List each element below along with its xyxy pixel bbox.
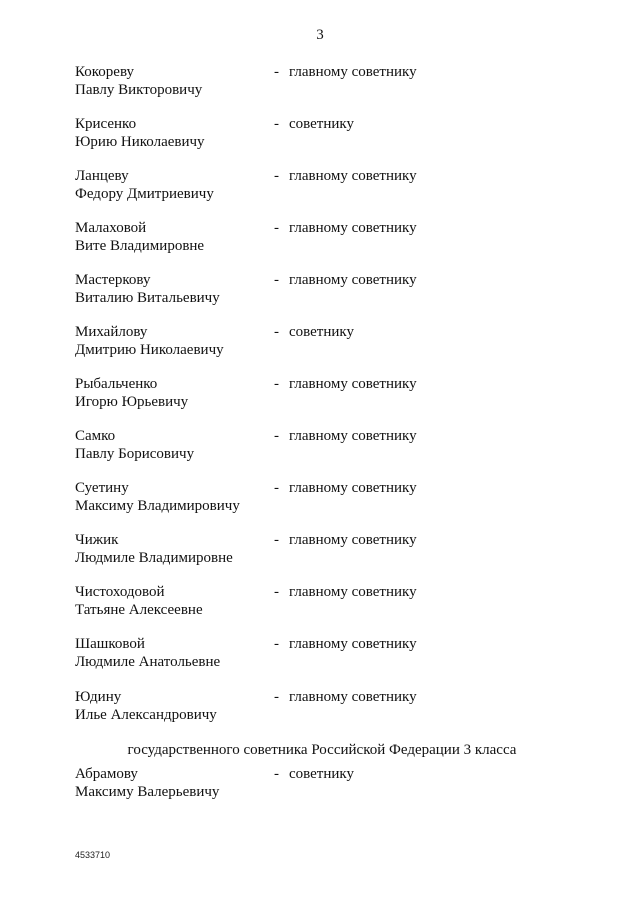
list-item: [75, 427, 455, 467]
list-item: [75, 115, 455, 155]
rank: главному советнику: [289, 64, 417, 80]
rank: главному советнику: [289, 532, 417, 548]
surname: Чистоходовой: [75, 584, 165, 600]
list-item: [75, 765, 455, 805]
surname: Малаховой: [75, 220, 147, 236]
given-names: Татьяне Алексеевне: [75, 602, 203, 618]
list-item: [75, 167, 455, 207]
dash: -: [274, 220, 279, 236]
rank: главному советнику: [289, 636, 417, 652]
dash: -: [274, 324, 279, 340]
section-heading: государственного советника Российской Федерации 3 класса: [127, 742, 517, 758]
rank: главному советнику: [289, 376, 417, 392]
list-item: [75, 531, 455, 571]
list-item: [75, 635, 455, 675]
list-item: [75, 375, 455, 415]
document-code: 4533710: [75, 850, 111, 860]
given-names: Павлу Борисовичу: [75, 446, 195, 462]
surname: Абрамову: [75, 766, 138, 782]
surname: Мастеркову: [75, 272, 151, 288]
dash: -: [274, 168, 279, 184]
dash: -: [274, 272, 279, 288]
surname: Кокореву: [75, 64, 135, 80]
dash: -: [274, 428, 279, 444]
surname: Самко: [75, 428, 116, 444]
page-number: 3: [316, 27, 324, 43]
list-item: [75, 583, 455, 623]
rank: главному советнику: [289, 428, 417, 444]
rank: главному советнику: [289, 220, 417, 236]
given-names: Дмитрию Николаевичу: [75, 342, 224, 358]
list-item: [75, 63, 455, 103]
rank: советнику: [289, 324, 354, 340]
rank: главному советнику: [289, 480, 417, 496]
given-names: Федору Дмитриевичу: [75, 186, 214, 202]
given-names: Юрию Николаевичу: [75, 134, 205, 150]
surname: Чижик: [75, 532, 119, 548]
rank: советнику: [289, 766, 354, 782]
surname: Юдину: [75, 689, 122, 705]
dash: -: [274, 636, 279, 652]
surname: Суетину: [75, 480, 129, 496]
list-item: [75, 323, 455, 363]
dash: -: [274, 116, 279, 132]
dash: -: [274, 376, 279, 392]
rank: главному советнику: [289, 168, 417, 184]
rank: главному советнику: [289, 272, 417, 288]
dash: -: [274, 689, 279, 705]
dash: -: [274, 64, 279, 80]
given-names: Максиму Валерьевичу: [75, 784, 220, 800]
given-names: Павлу Викторовичу: [75, 82, 203, 98]
list-item: [75, 271, 455, 311]
surname: Рыбальченко: [75, 376, 158, 392]
given-names: Виталию Витальевичу: [75, 290, 220, 306]
list-item: [75, 479, 455, 519]
dash: -: [274, 532, 279, 548]
given-names: Людмиле Анатольевне: [75, 654, 221, 670]
rank: главному советнику: [289, 584, 417, 600]
dash: -: [274, 480, 279, 496]
rank: советнику: [289, 116, 354, 132]
given-names: Илье Александровичу: [75, 707, 217, 723]
surname: Михайлову: [75, 324, 148, 340]
dash: -: [274, 584, 279, 600]
dash: -: [274, 766, 279, 782]
list-item: [75, 688, 455, 728]
list-item: [75, 219, 455, 259]
surname: Шашковой: [75, 636, 145, 652]
surname: Ланцеву: [75, 168, 129, 184]
given-names: Людмиле Владимировне: [75, 550, 233, 566]
given-names: Максиму Владимировичу: [75, 498, 240, 514]
given-names: Игорю Юрьевичу: [75, 394, 189, 410]
surname: Крисенко: [75, 116, 137, 132]
given-names: Вите Владимировне: [75, 238, 205, 254]
rank: главному советнику: [289, 689, 417, 705]
